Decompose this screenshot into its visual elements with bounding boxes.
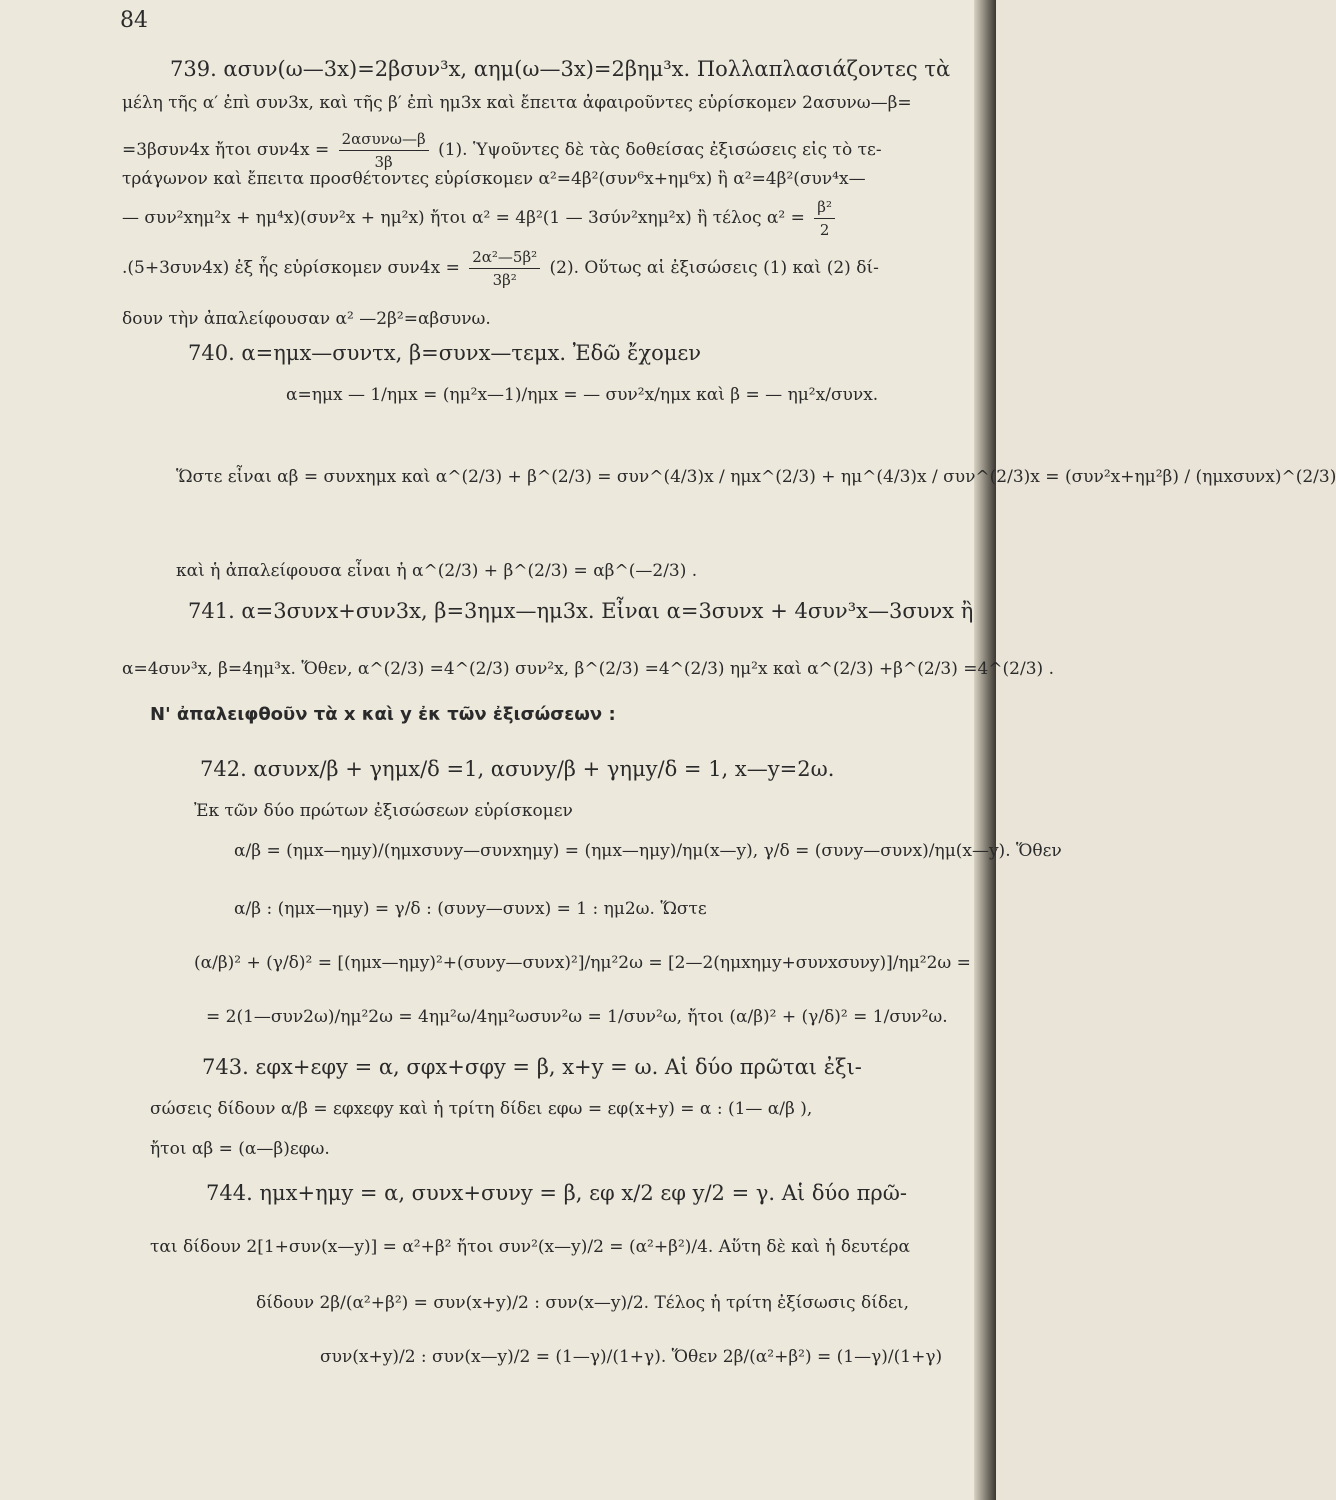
fraction-denominator: 2 [819,221,830,239]
fraction [339,128,429,173]
problem-740-statement: 740. α=ημx—συντx, β=συνx—τεμx. Ἐδῶ ἔχομεν [188,341,702,365]
problem-739-statement: 739. ασυν(ω—3x)=2βσυν³x, αημ(ω—3x)=2βημ³x. Πολλαπλασιάζοντες τὰ [170,57,951,81]
page-number: 84 [120,8,148,33]
equation-line: ται δίδουν 2[1+συν(x—y)] = α²+β² ἤτοι συν²(x—y)/2 = (α²+β²)/4. Αὕτη δὲ καὶ ἡ δευτέρα [150,1237,910,1257]
book-spine-shadow [974,0,996,1500]
equation-line [122,246,879,291]
text-segment: =3βσυν4x ἤτοι συν4x = [122,140,330,160]
text-line: δουν τὴν ἀπαλείφουσαν α² —2β²=αβσυνω. [122,309,491,329]
equation-line: α/β : (ημx—ημy) = γ/δ : (συνy—συνx) = 1 : ημ2ω. Ὥστε [234,899,707,919]
equation-line: καὶ ἡ ἀπαλείφουσα εἶναι ἡ α^(2/3) + β^(2/3) = αβ^(—2/3) . [176,561,698,581]
fraction-numerator: β² [814,196,835,219]
text-segment: (2). Οὕτως αἱ ἐξισώσεις (1) καὶ (2) δί- [549,258,879,278]
text-line: μέλη τῆς α′ ἐπὶ συν3x, καὶ τῆς β′ ἐπὶ ημ3x καὶ ἔπειτα ἀφαιροῦντες εὑρίσκομεν 2ασυνω—β= [122,93,912,113]
equation-line: συν(x+y)/2 : συν(x—y)/2 = (1—γ)/(1+γ). Ὅθεν 2β/(α²+β²) = (1—γ)/(1+γ) [320,1347,943,1367]
fraction-denominator: 3β [374,153,393,171]
equation-line: α=ημx — 1/ημx = (ημ²x—1)/ημx = — συν²x/ημx καὶ β = — ημ²x/συνx. [286,385,879,405]
fraction-numerator: 2ασυνω—β [339,128,429,151]
equation-line: = 2(1—συν2ω)/ημ²2ω = 4ημ²ω/4ημ²ωσυν²ω = 1/συν²ω, ἤτοι (α/β)² + (γ/δ)² = 1/συν²ω. [206,1007,948,1027]
equation-line [122,128,882,173]
equation-line: ἤτοι αβ = (α—β)εφω. [150,1139,330,1159]
text-segment: — συν²xημ²x + ημ⁴x)(συν²x + ημ²x) ἤτοι α² = 4β²(1 — 3σύν²xημ²x) ἢ τέλος α² = [122,208,805,228]
equation-line: δίδουν 2β/(α²+β²) = συν(x+y)/2 : συν(x—y)/2. Τέλος ἡ τρίτη ἐξίσωσις δίδει, [256,1293,909,1313]
fraction [469,246,540,291]
problem-741-statement: 741. α=3συνx+συν3x, β=3ημx—ημ3x. Εἶναι α=3συνx + 4συν³x—3συνx ἢ [188,599,974,623]
text-segment: (1). Ὑψοῦντες δὲ τὰς δοθείσας ἐξισώσεις εἰς τὸ τε- [438,140,882,160]
equation-line [122,196,839,241]
equation-line: (α/β)² + (γ/δ)² = [(ημx—ημy)²+(συνy—συνx)²]/ημ²2ω = [2—2(ημxημy+συνxσυνy)]/ημ²2ω = [194,953,971,973]
text-line: Ἐκ τῶν δύο πρώτων ἐξισώσεων εὑρίσκομεν [194,801,573,821]
section-heading: Ν' ἀπαλειφθοῦν τὰ x καὶ y ἐκ τῶν ἐξισώσεων : [150,704,616,725]
text-line: τράγωνον καὶ ἔπειτα προσθέτοντες εὑρίσκομεν α²=4β²(συν⁶x+ημ⁶x) ἢ α²=4β²(συν⁴x— [122,169,866,189]
fraction-numerator: 2α²—5β² [469,246,540,269]
fraction-denominator: 3β² [492,271,517,289]
equation-line: α=4συν³x, β=4ημ³x. Ὅθεν, α^(2/3) =4^(2/3) συν²x, β^(2/3) =4^(2/3) ημ²x καὶ α^(2/3) +β^(2/3) =4^(2/3) . [122,659,1054,679]
problem-744-statement: 744. ημx+ημy = α, συνx+συνy = β, εφ x/2 εφ y/2 = γ. Αἱ δύο πρῶ- [206,1181,907,1205]
equation-line: Ὥστε εἶναι αβ = συνxημx καὶ α^(2/3) + β^(2/3) = συν^(4/3)x / ημx^(2/3) + ημ^(4/3)x / συν^(2/3)x = (συν²x+ημ²β) / (ημxσυνx)^(2/3) [176,467,1336,487]
equation-line: α/β = (ημx—ημy)/(ημxσυνy—συνxημy) = (ημx—ημy)/ημ(x—y), γ/δ = (συνy—συνx)/ημ(x—y). Ὅθεν [234,841,1062,861]
problem-743-statement: 743. εφx+εφy = α, σφx+σφy = β, x+y = ω. Αἱ δύο πρῶται ἐξι- [202,1055,862,1079]
fraction [814,196,835,241]
equation-line: σώσεις δίδουν α/β = εφxεφy καὶ ἡ τρίτη δίδει εφω = εφ(x+y) = α : (1— α/β ), [150,1099,813,1119]
text-segment: .(5+3συν4x) ἐξ ἧς εὑρίσκομεν συν4x = [122,258,460,278]
problem-742-statement: 742. ασυνx/β + γημx/δ =1, ασυνy/β + γημy/δ = 1, x—y=2ω. [200,757,835,781]
